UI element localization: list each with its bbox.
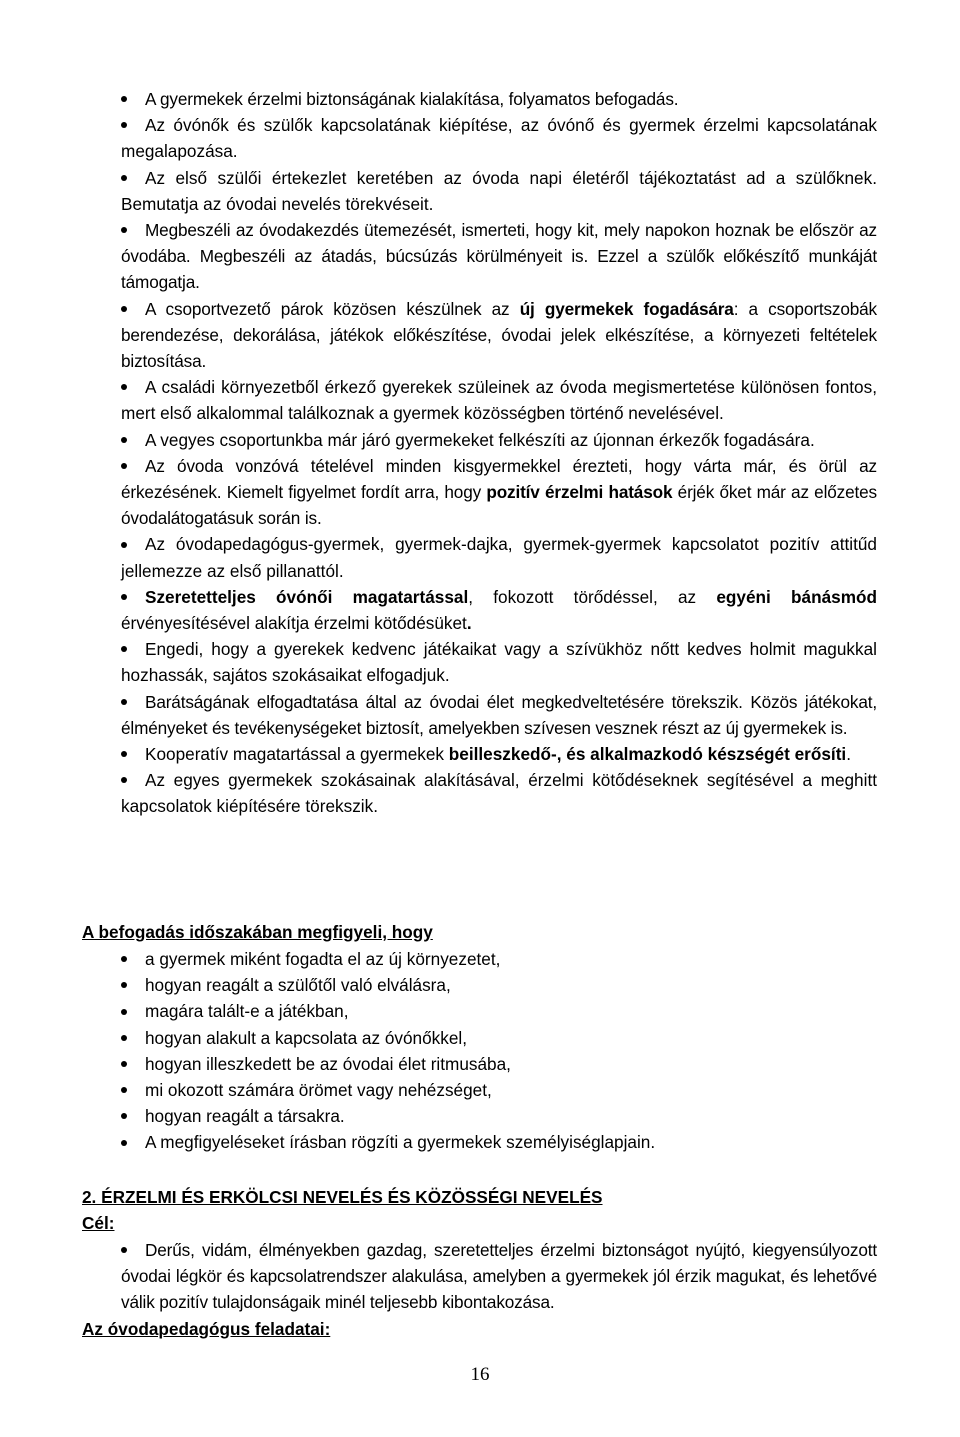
text-segment: A csoportvezető párok közösen készülnek az (145, 298, 520, 319)
list-item-text (121, 296, 877, 375)
text-segment: . (846, 744, 851, 765)
list-item (121, 374, 877, 426)
bullet-icon (118, 531, 130, 557)
text-segment: Az óvodapedagógus-gyermek, gyermek-dajka, gyermek-gyermek kapcsolatot pozitív attitűd jellemezze az első pillanattól. (121, 534, 877, 581)
bullet-icon (118, 86, 130, 112)
bullet-icon (118, 741, 130, 767)
emphasis-text: . (466, 613, 472, 634)
list-item (121, 1077, 877, 1103)
text-segment: Az óvónők és szülők kapcsolatának kiépítése, az óvónő és gyermek érzelmi kapcsolatának megalapozása. (121, 115, 877, 162)
list-item (121, 165, 877, 217)
bullet-icon (118, 112, 130, 138)
list-item (121, 636, 877, 688)
tasks-heading: Az óvodapedagógus feladatai: (82, 1319, 331, 1339)
list-item (121, 531, 877, 583)
bullet-icon (118, 998, 130, 1024)
text-segment: Barátságának elfogadtatása által az óvodai élet megkedveltetésére törekszik. Közös játékokat, élményeket és tevékenységeket biztosít, amelyekben szívesen vesznek részt az új gyermekek is. (121, 691, 877, 738)
list-item-text (121, 531, 877, 583)
text-segment: Az óvoda vonzóvá tételével minden kisgyermekkel érezteti, hogy várta már, és örül az érkezésének. Kiemelt figyelmet fordít arra, hogy (121, 455, 877, 503)
bullet-icon (118, 689, 130, 715)
list-item-text (121, 112, 877, 164)
text-segment: Az első szülői értekezlet keretében az óvoda napi életéről tájékoztatást ad a szülőknek. Bemutatja az óvodai nevelés törekvéseit. (121, 167, 877, 214)
list-item (121, 86, 877, 112)
page-number: 16 (470, 1364, 490, 1385)
bullet-icon (118, 946, 130, 972)
list-item-text (121, 374, 877, 426)
bullet-icon (118, 427, 130, 453)
bullet-list-goal (121, 1237, 877, 1316)
bullet-icon (118, 165, 130, 191)
text-segment: Kooperatív magatartással a gyermekek (145, 744, 449, 765)
text-segment: A gyermekek érzelmi biztonságának kialakítása, folyamatos befogadás. (145, 89, 679, 109)
goal-heading: Cél: (82, 1213, 115, 1233)
emphasis-text: Szeretetteljes óvónői magatartással (145, 586, 469, 607)
bullet-icon (118, 1237, 130, 1263)
list-item (121, 296, 877, 375)
bullet-icon (118, 1129, 130, 1155)
list-item (121, 427, 877, 453)
list-item (121, 1103, 877, 1129)
list-item (121, 946, 877, 972)
text-segment: : a csoportszobák berendezése, dekorálása, játékok előkészítése, óvodai jelek elkészítése, a környezeti feltételek biztosítása. (121, 298, 877, 372)
list-item-text: hogyan reagált a szülőtől való elválásra, (145, 975, 451, 996)
list-item-text (121, 427, 877, 453)
list-item-text (121, 741, 877, 767)
list-item-text: hogyan alakult a kapcsolata az óvónőkkel, (145, 1027, 467, 1048)
list-item (121, 689, 877, 741)
list-item (121, 112, 877, 164)
text-segment: A családi környezetből érkező gyerekek szüleinek az óvoda megismertetése különösen fontos, mert első alkalommal találkoznak a gyermek közösségben történő nevelésével. (121, 377, 877, 424)
bullet-list-intro (121, 86, 877, 820)
list-item-text (121, 767, 877, 819)
chapter-heading: 2. ÉRZELMI ÉS ERKÖLCSI NEVELÉS ÉS KÖZÖSSÉGI NEVELÉS (82, 1187, 603, 1207)
list-item (121, 998, 877, 1024)
text-segment: , fokozott törődéssel, az (468, 586, 717, 607)
bullet-icon (118, 296, 130, 322)
bullet-icon (118, 217, 130, 243)
text-segment: A vegyes csoportunkba már járó gyermekeket felkészíti az újonnan érkezők fogadására. (145, 429, 815, 450)
list-item-text: A megfigyeléseket írásban rögzíti a gyermekek személyiséglapjain. (145, 1132, 656, 1153)
list-item (121, 453, 877, 532)
list-item (121, 1237, 877, 1316)
bullet-icon (118, 453, 130, 479)
list-item (121, 217, 877, 296)
bullet-list-observations (121, 946, 877, 1156)
text-segment: Megbeszéli az óvodakezdés ütemezését, ismerteti, hogy kit, mely napokon hoznak be először az óvodába. Megbeszéli az átadás, búcsúzás körülményeit is. Ezzel a szülők előkészítő munkáját támogatja. (121, 220, 877, 293)
list-item-text: mi okozott számára örömet vagy nehézséget, (145, 1080, 492, 1101)
list-item (121, 1129, 877, 1155)
list-item-text: a gyermek miként fogadta el az új környezetet, (145, 949, 501, 969)
list-item-text: hogyan illeszkedett be az óvodai élet ritmusába, (145, 1053, 511, 1074)
section-heading-befogadas: A befogadás időszakában megfigyeli, hogy (82, 922, 433, 942)
emphasis-text: új gyermekek fogadására (519, 298, 734, 319)
list-item (121, 972, 877, 998)
bullet-icon (118, 767, 130, 793)
emphasis-text: pozitív érzelmi hatások (486, 482, 673, 503)
list-item-text (121, 636, 877, 688)
list-item-text (121, 689, 877, 741)
list-item-text: Derűs, vidám, élményekben gazdag, szeretetteljes érzelmi biztonságot nyújtó, kiegyensúlyozott óvodai légkör és kapcsolatrendszer alakulása, amelyben a gyermekek jól érzik magukat, és lehetővé válik pozitív tulajdonságaik minél teljesebb kibontakozása. (121, 1240, 877, 1313)
list-item (121, 584, 877, 636)
list-item (121, 767, 877, 819)
emphasis-text: egyéni bánásmód (716, 586, 877, 607)
bullet-icon (118, 636, 130, 662)
text-segment: érjék őket már az előzetes óvodalátogatásuk során is. (121, 482, 877, 529)
list-item-text: hogyan reagált a társakra. (145, 1106, 345, 1127)
bullet-icon (118, 374, 130, 400)
bullet-icon (118, 972, 130, 998)
list-item-text (121, 86, 877, 112)
bullet-icon (118, 1077, 130, 1103)
bullet-icon (118, 1025, 130, 1051)
list-item-text: magára talált-e a játékban, (145, 1001, 349, 1022)
list-item (121, 1025, 877, 1051)
text-segment: érvényesítésével alakítja érzelmi kötődésüket (121, 613, 467, 634)
bullet-icon (118, 1103, 130, 1129)
list-item-text (121, 165, 877, 217)
bullet-icon (118, 1051, 130, 1077)
list-item-text (121, 584, 877, 636)
emphasis-text: beilleszkedő-, és alkalmazkodó készségét erősíti (448, 744, 847, 765)
list-item-text (121, 217, 877, 296)
list-item (121, 1051, 877, 1077)
bullet-icon (118, 584, 130, 610)
list-item-text (121, 453, 877, 532)
list-item (121, 741, 877, 767)
text-segment: Az egyes gyermekek szokásainak alakításával, érzelmi kötődéseknek segítésével a meghitt kapcsolatok kiépítésére törekszik. (121, 770, 877, 817)
text-segment: Engedi, hogy a gyerekek kedvenc játékaikat vagy a szívükhöz nőtt kedves holmit magukkal hozhassák, sajátos szokásaikat elfogadjuk. (121, 639, 877, 686)
